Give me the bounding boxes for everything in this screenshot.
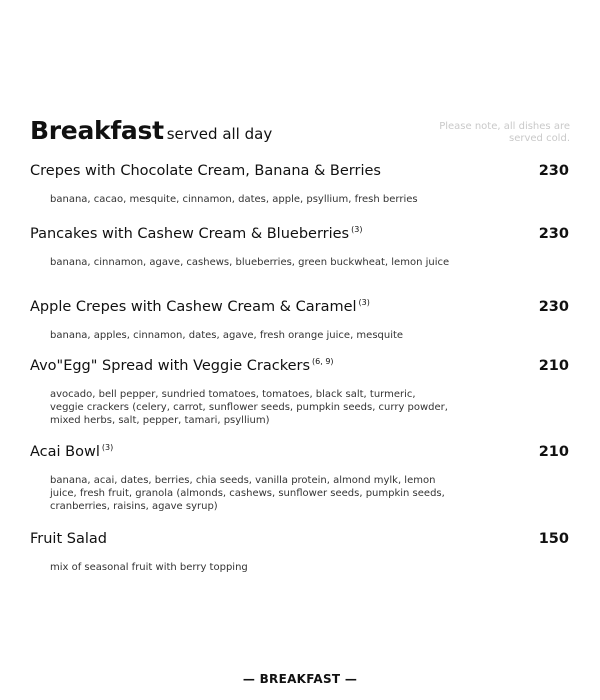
dish-price: 230	[538, 226, 569, 242]
dish-ingredients: banana, apples, cinnamon, dates, agave, fresh orange juice, mesquite	[50, 330, 404, 341]
dish-name: Acai Bowl $^{(3)}$	[30, 443, 114, 460]
section-title: Breakfast	[30, 116, 164, 145]
dish-ingredients: avocado, bell pepper, sundried tomatoes, tomatoes, black salt, turmeric, veggie crackers (celery, carrot, sunflower seeds, pumpkin seeds, curry powder, mixed herbs, salt, pepper, tamari, psyllium)	[50, 389, 448, 426]
dish-name: Apple Crepes with Cashew Cream & Caramel $^{(3)}$	[30, 298, 370, 315]
menu-item	[30, 298, 570, 342]
cold-dishes-note: Please note, all dishes are served cold.	[439, 121, 570, 144]
dish-ingredients: mix of seasonal fruit with berry topping	[50, 562, 248, 573]
menu-item	[30, 225, 570, 269]
dish-price: 230	[538, 163, 569, 179]
menu-item	[30, 530, 570, 574]
dish-name: Avo"Egg" Spread with Veggie Crackers $^{(6, 9)}$	[30, 357, 334, 374]
dish-name: Crepes with Chocolate Cream, Banana & Berries	[30, 163, 381, 179]
section-subtitle: served all day	[166, 125, 273, 143]
dish-ingredients: banana, cinnamon, agave, cashews, blueberries, green buckwheat, lemon juice	[50, 257, 450, 268]
menu-item	[30, 357, 570, 427]
menu-item	[30, 443, 570, 513]
menu-item	[30, 162, 570, 206]
dish-price: 210	[538, 444, 569, 460]
menu-header	[30, 116, 272, 145]
dish-ingredients: banana, cacao, mesquite, cinnamon, dates, apple, psyllium, fresh berries	[50, 194, 418, 205]
page-footer: — BREAKFAST —	[242, 672, 358, 686]
dish-price: 230	[538, 299, 569, 315]
dish-name: Pancakes with Cashew Cream & Blueberries $^{(3)}$	[30, 225, 363, 242]
dish-price: 210	[538, 358, 569, 374]
dish-ingredients: banana, acai, dates, berries, chia seeds, vanilla protein, almond mylk, lemon juice, fresh fruit, granola (almonds, cashews, sunflower seeds, pumpkin seeds, cranberries, raisins, agave syrup)	[50, 475, 445, 512]
dish-price: 150	[538, 531, 569, 547]
dish-name: Fruit Salad	[30, 531, 107, 547]
